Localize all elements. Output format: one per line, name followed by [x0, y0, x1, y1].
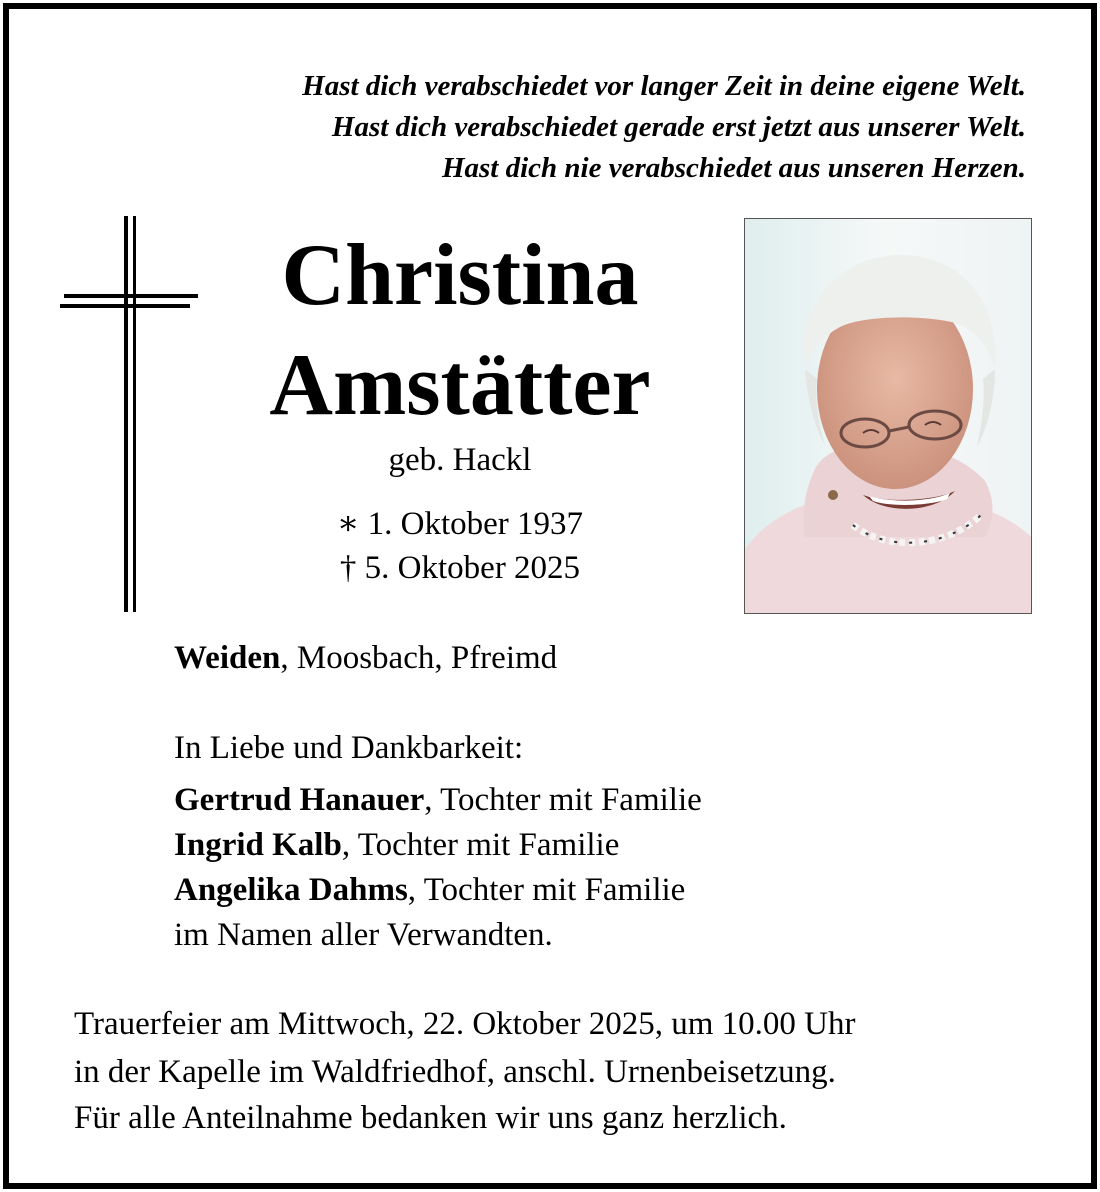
birth-date: ∗ 1. Oktober 1937	[336, 506, 584, 542]
mourner-name: Gertrud Hanauer	[174, 782, 425, 818]
hometowns	[174, 636, 557, 680]
service-line: in der Kapelle im Waldfriedhof, anschl. Urnenbeisetzung.	[74, 1054, 836, 1090]
mourner-entry	[174, 868, 702, 913]
service-line: Trauerfeier am Mittwoch, 22. Oktober 2025, um 10.00 Uhr	[74, 1006, 856, 1042]
mourner-entry	[174, 823, 702, 868]
deceased-last-name: Amstätter	[269, 337, 651, 434]
mourners-closing: im Namen aller Verwandten.	[174, 917, 553, 953]
poem-line: Hast dich nie verabschiedet aus unseren Herzen.	[441, 152, 1026, 184]
mourner-relation: , Tochter mit Familie	[424, 782, 702, 818]
mourner-relation: , Tochter mit Familie	[407, 872, 686, 908]
death-date: † 5. Oktober 2025	[339, 550, 581, 586]
thanks-note: Für alle Anteilnahme bedanken wir uns ganz herzlich.	[74, 1100, 787, 1136]
poem-line: Hast dich verabschiedet vor langer Zeit in deine eigene Welt.	[302, 70, 1026, 102]
mourner-name: Ingrid Kalb	[174, 827, 342, 863]
poem-line: Hast dich verabschiedet gerade erst jetzt aus unserer Welt.	[331, 111, 1026, 143]
mourner-name: Angelika Dahms	[174, 872, 408, 908]
cross-icon	[60, 216, 200, 612]
mourners-intro: In Liebe und Dankbarkeit:	[174, 730, 524, 766]
mourner-entry	[174, 778, 702, 823]
deceased-first-name: Christina	[281, 227, 639, 324]
other-towns: , Moosbach, Pfreimd	[280, 640, 558, 676]
mourner-relation: , Tochter mit Familie	[341, 827, 620, 863]
mourners-list	[174, 778, 702, 958]
main-town: Weiden	[174, 640, 281, 676]
funeral-service-info	[74, 1000, 855, 1096]
maiden-name: geb. Hackl	[388, 442, 532, 478]
portrait-photo	[744, 218, 1032, 614]
memorial-poem	[302, 66, 1026, 189]
